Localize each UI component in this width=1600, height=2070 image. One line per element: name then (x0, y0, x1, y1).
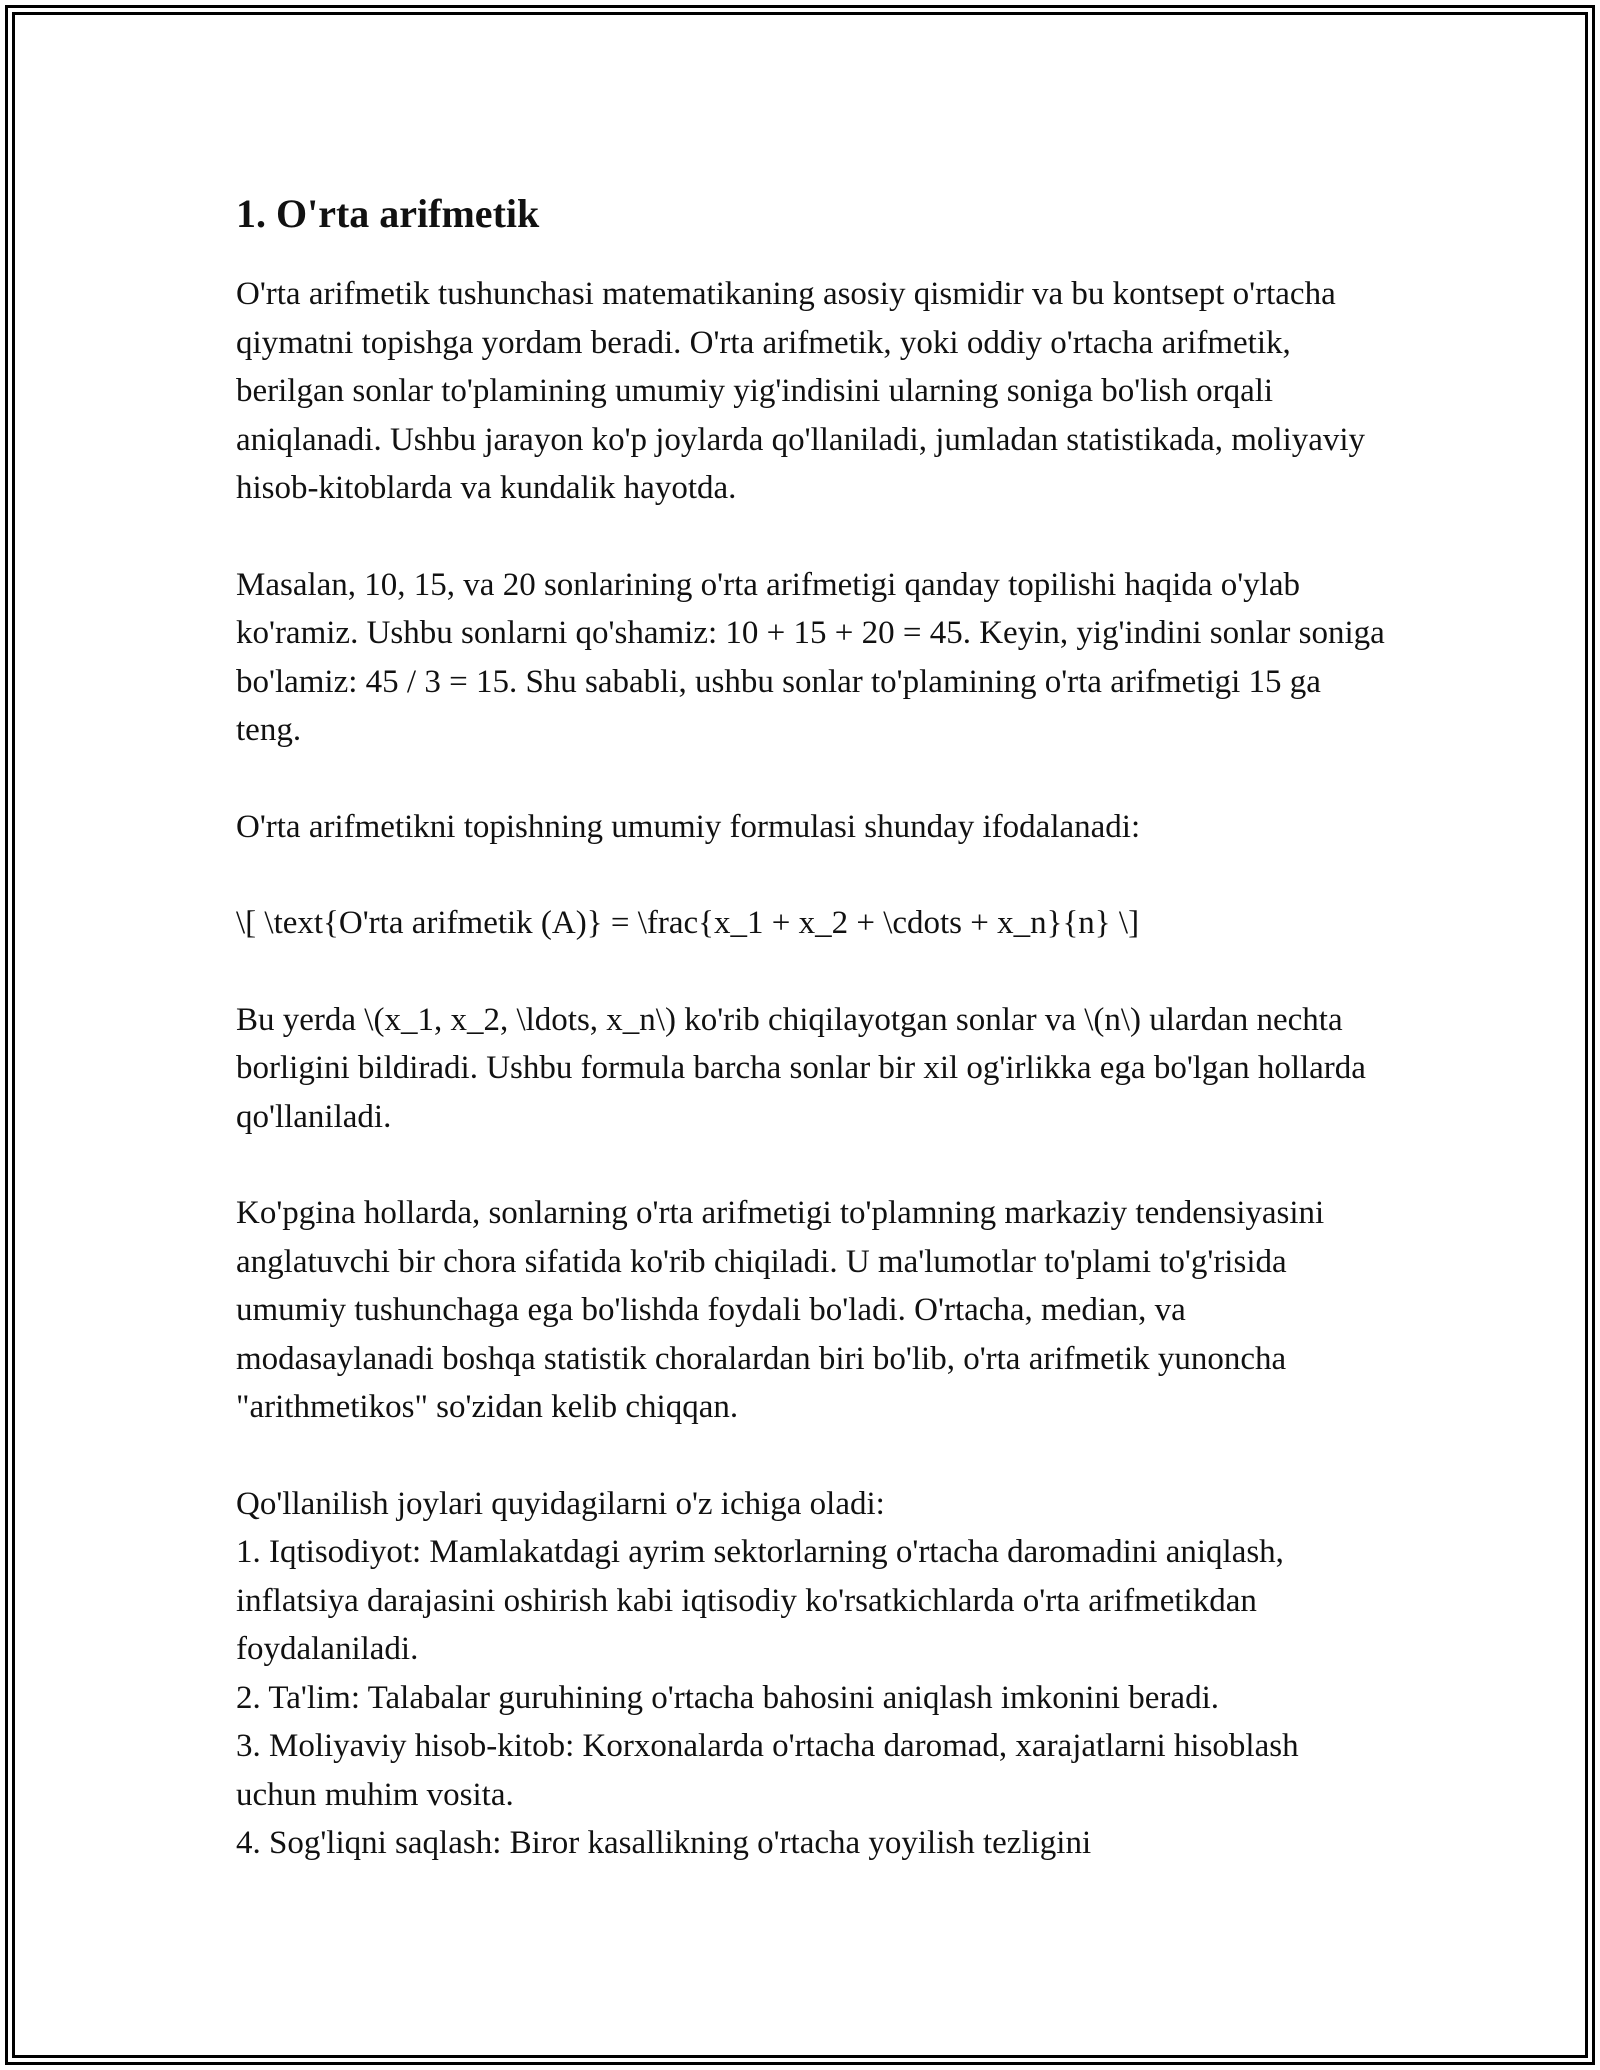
applications-intro: Qo'llanilish joylari quyidagilarni o'z ichiga oladi: (236, 1485, 885, 1522)
list-item: 4. Sog'liqni saqlash: Biror kasallikning o'rtacha yoyilish tezligini (236, 1825, 1092, 1861)
list-item: 2. Ta'lim: Talabalar guruhining o'rtacha bahosini aniqlash imkonini beradi. (236, 1679, 1219, 1716)
section-heading: 1. O'rta arifmetik (236, 191, 540, 236)
document-body (236, 188, 1386, 1868)
paragraph-example: Masalan, 10, 15, va 20 sonlarining o'rta arifmetigi qanday topilishi haqida o'ylab ko'ramiz. Ushbu sonlarni qo'shamiz: 10 + 15 + 20 = 45. Keyin, yig'indini sonlar soniga bo'lamiz: 45 / 3 = 15. Shu sababli, ushbu sonlar to'plamining o'rta arifmetigi 15 ga teng. (236, 566, 1385, 748)
paragraph-central-tendency: Ko'pgina hollarda, sonlarning o'rta arifmetigi to'plamning markaziy tendensiyasini anglatuvchi bir chora sifatida ko'rib chiqiladi. U ma'lumotlar to'plami to'g'risida umumiy tushunchaga ega bo'lishda foydali bo'ladi. O'rtacha, median, va modasaylanadi boshqa statistik choralardan biri bo'lib, o'rta arifmetik yunoncha "arithmetikos" so'zidan kelib chiqqan. (236, 1195, 1325, 1425)
applications-list (236, 1480, 1386, 1868)
list-item: 3. Moliyaviy hisob-kitob: Korxonalarda o'rtacha daromad, xarajatlarni hisoblash uchun muhim vosita. (236, 1728, 1299, 1813)
formula-latex: \[ \text{O'rta arifmetik (A)} = \frac{x_1 + x_2 + \cdots + x_n}{n} \] (236, 905, 1140, 941)
paragraph-formula-intro: O'rta arifmetikni topishning umumiy formulasi shunday ifodalanadi: (236, 808, 1141, 845)
paragraph-variables: Bu yerda \(x_1, x_2, \ldots, x_n\) ko'rib chiqilayotgan sonlar va \(n\) ulardan nechta borligini bildiradi. Ushbu formula barcha sonlar bir xil og'irlikka ega bo'lgan hollarda qo'llaniladi. (236, 1001, 1366, 1135)
paragraph-definition: O'rta arifmetik tushunchasi matematikaning asosiy qismidir va bu kontsept o'rtacha qiymatni topishga yordam beradi. O'rta arifmetik, yoki oddiy o'rtacha arifmetik, berilgan sonlar to'plamining umumiy yig'indisini ularning soniga bo'lish orqali aniqlanadi. Ushbu jarayon ko'p joylarda qo'llaniladi, jumladan statistikada, moliyaviy hisob-kitoblarda va kundalik hayotda. (236, 276, 1366, 506)
list-item: 1. Iqtisodiyot: Mamlakatdagi ayrim sektorlarning o'rtacha daromadini aniqlash, inflatsiya darajasini oshirish kabi iqtisodiy ko'rsatkichlarda o'rta arifmetikdan foydalaniladi. (236, 1534, 1284, 1667)
